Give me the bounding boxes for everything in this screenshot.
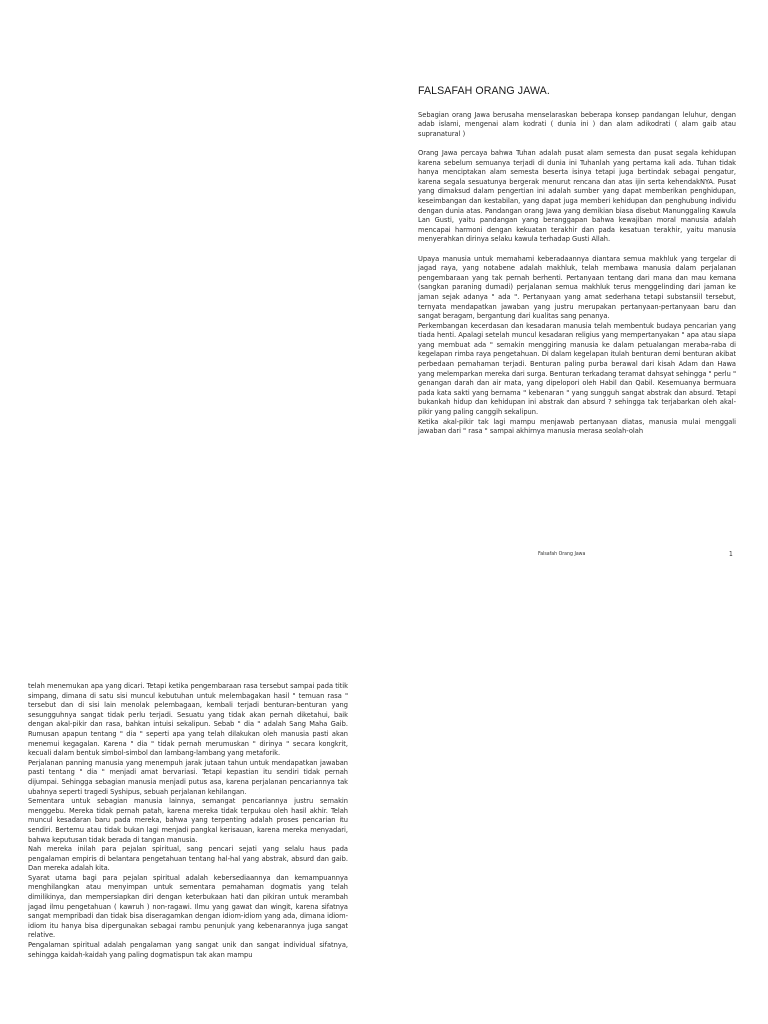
- page-2-text-column: [28, 681, 348, 959]
- paragraph: Ketika akal-pikir tak lagi mampu menjawab pertanyaan diatas, manusia mulai menggali jawaban dari " rasa " sampai akhirnya manusia merasa seolah-olah: [418, 416, 736, 436]
- page-number: 1: [729, 550, 733, 558]
- paragraph: Syarat utama bagi para pejalan spiritual adalah kebersediaannya dan kemampuannya menghilangkan atau menyimpan untuk sementara pemahaman dogmatis yang telah dimilikinya, dan mempersiapkan diri dengan keterbukaan hati dan pikiran untuk merambah jagad ilmu pengetahuan ( kawruh ) non-ragawi. Ilmu yang gawat dan wingit, karena sifatnya sangat mempribadi dan tidak bisa diseragamkan dengan idiom-idiom yang ada, dimana idiom-idiom itu hanya bisa dipergunakan sebagai rambu penunjuk yang kebenarannya juga sangat relative.: [28, 872, 348, 940]
- page-footer: [0, 551, 768, 563]
- footer-label: Falsafah Orang Jawa: [538, 551, 586, 557]
- paragraph: Perkembangan kecerdasan dan kesadaran manusia telah membentuk budaya pencarian yang tiada henti. Apalagi setelah muncul kesadaran religius yang mempertanyakan " apa atau siapa yang membuat ada " semakin menggiring manusia ke dalam petualangan meraba-raba di kegelapan rimba raya pengetahuan. Di dalam kegelapan itulah benturan demi benturan akibat perbedaan pemahaman terjadi. Benturan paling purba berawal dari kisah Adam dan Hawa yang melemparkan mereka dari surga. Benturan terkadang teramat dahsyat sehingga " perlu " genangan darah dan air mata, yang dipelopori oleh Habil dan Qabil. Kesemuanya bermuara pada kata sakti yang bernama " kebenaran " yang sungguh sangat abstrak dan absurd. Tetapi bukankah hidup dan kehidupan ini abstrak dan absurd ? sehingga tak terjabarkan oleh akal-pikir yang paling canggih sekalipun.: [418, 320, 736, 417]
- paragraph: Pengalaman spiritual adalah pengalaman yang sangat unik dan sangat individual sifatnya, sehingga kaidah-kaidah yang paling dogmatispun tak akan mampu: [28, 940, 348, 959]
- paragraph: Sementara untuk sebagian manusia lainnya, semangat pencariannya justru semakin menggebu. Mereka tidak pernah patah, karena mereka tidak terpukau oleh hasil akhir. Telah muncul kesadaran baru pada mereka, bahwa yang terpenting adalah proses pencarian itu sendiri. Bertemu atau tidak bukan lagi menjadi pangkal kerisauan, karena mereka menyadari, bahwa keputusan tidak berada di tangan manusia.: [28, 796, 348, 844]
- document-page-2: [0, 670, 768, 1024]
- paragraph: Orang Jawa percaya bahwa Tuhan adalah pusat alam semesta dan pusat segala kehidupan karena sebelum semuanya terjadi di dunia ini Tuhanlah yang pertama kali ada. Tuhan tidak hanya menciptakan alam semesta beserta isinya tetapi juga bertindak sebagai pengatur, karena segala sesuatunya bergerak menurut rencana dan atas ijin serta kehendakNYA. Pusat yang dimaksud dalam pengertian ini adalah sumber yang dapat memberikan penghidupan, keseimbangan dan kestabilan, yang dapat juga memberi kehidupan dan penghubung individu dengan dunia atas. Pandangan orang Jawa yang demikian biasa disebut Manunggaling Kawula Lan Gusti, yaitu pandangan yang beranggapan bahwa kewajiban moral manusia adalah mencapai harmoni dengan kekuatan terakhir dan pada kesatuan terakhir, yaitu manusia menyerahkan dirinya selaku kawula terhadap Gusti Allah.: [418, 148, 736, 244]
- paragraph: Sebagian orang Jawa berusaha menselaraskan beberapa konsep pandangan leluhur, dengan adab islami, mengenai alam kodrati ( dunia ini ) dan alam adikodrati ( alam gaib atau supranatural ): [418, 109, 736, 138]
- paragraph: Nah mereka inilah para pejalan spiritual, sang pencari sejati yang selalu haus pada pengalaman empiris di belantara pengetahuan tentang hal-hal yang abstrak, absurd dan gaib. Dan mereka adalah kita.: [28, 844, 348, 873]
- page-1-text-column: [418, 86, 736, 436]
- paragraph: telah menemukan apa yang dicari. Tetapi ketika pengembaraan rasa tersebut sampai pada titik simpang, dimana di satu sisi muncul kebutuhan untuk melembagakan hasil " temuan rasa " tersebut dan di sisi lain menolak pelembagaan, kembali terjadi benturan-benturan yang sesungguhnya sangat tidak perlu terjadi. Sesuatu yang tidak akan pernah diketahui, baik dengan akal-pikir dan rasa, bahkan intuisi sekalipun. Sebab " dia " adalah Sang Maha Gaib. Rumusan apapun tentang " dia " seperti apa yang telah dilakukan oleh manusia pasti akan menemui kegagalan. Karena " dia " tidak pernah merumuskan " dirinya " secara kongkrit, kecuali dalam bentuk simbol-simbol dan lambang-lambang yang metaforik.: [28, 681, 348, 758]
- paragraph: Perjalanan panning manusia yang menempuh jarak jutaan tahun untuk mendapatkan jawaban pasti tentang " dia " menjadi amat bervariasi. Tetapi kepastian itu sendiri tidak pernah dijumpai. Sehingga sebagian manusia menjadi putus asa, karena perjalanan pencariannya tak ubahnya seperti tragedi Syshipus, sebuah perjalanan kehilangan.: [28, 757, 348, 796]
- paragraph: Upaya manusia untuk memahami keberadaannya diantara semua makhluk yang tergelar di jagad raya, yang notabene adalah makhluk, telah membawa manusia dalam perjalanan pengembaraan yang tak pernah berhenti. Pertanyaan tentang dari mana dan mau kemana (sangkan paraning dumadi) perjalanan semua makhluk terus menggelinding dari jaman ke jaman sejak adanya " ada ". Pertanyaan yang amat sederhana tetapi substansiil tersebut, ternyata mendapatkan jawaban yang justru merupakan pertanyaan-pertanyaan baru dan sangat beragam, bergantung dari kualitas sang penanya.: [418, 253, 736, 321]
- document-title: FALSAFAH ORANG JAWA.: [418, 85, 550, 97]
